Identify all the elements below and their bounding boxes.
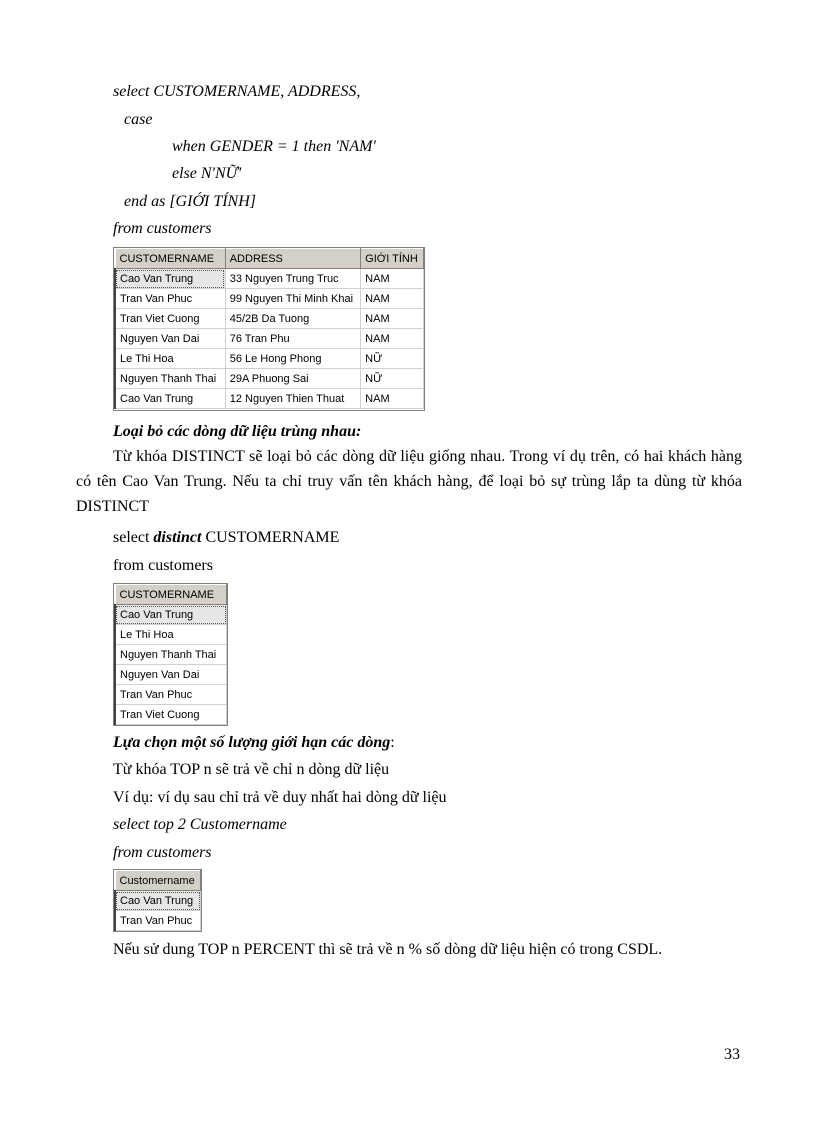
table-row[interactable] (115, 269, 424, 289)
table-cell[interactable]: 12 Nguyen Thien Thuat (225, 389, 360, 409)
sql-line: else N'NỮ' (172, 165, 242, 182)
table-cell[interactable]: NỮ (361, 349, 424, 369)
table-cell[interactable]: Nguyen Thanh Thai (115, 645, 227, 665)
table-cell[interactable]: Tran Van Phuc (115, 685, 227, 705)
column-header[interactable]: CUSTOMERNAME (115, 585, 227, 605)
sql-line: select CUSTOMERNAME, ADDRESS, (113, 83, 361, 100)
table-cell[interactable]: 99 Nguyen Thi Minh Khai (225, 289, 360, 309)
result-table-3 (114, 870, 201, 931)
result-grid-3 (113, 869, 202, 932)
column-header[interactable]: GIỚI TÍNH (361, 249, 424, 269)
table-row[interactable] (115, 289, 424, 309)
section-heading-top (113, 733, 395, 753)
table-cell[interactable]: 76 Tran Phu (225, 329, 360, 349)
table-cell[interactable]: Nguyen Thanh Thai (115, 369, 225, 389)
top-query-line-1: select top 2 Customername (113, 816, 287, 833)
table-row[interactable] (115, 329, 424, 349)
page-number: 33 (724, 1046, 740, 1063)
result-table-2 (114, 584, 227, 725)
table-cell[interactable]: 29A Phuong Sai (225, 369, 360, 389)
table-cell[interactable]: Le Thi Hoa (115, 625, 227, 645)
table-row[interactable] (115, 645, 227, 665)
table-row[interactable] (115, 911, 201, 931)
table-row[interactable] (115, 389, 424, 409)
table-cell[interactable]: 33 Nguyen Trung Truc (225, 269, 360, 289)
column-header[interactable]: Customername (115, 871, 201, 891)
column-header[interactable]: CUSTOMERNAME (115, 249, 225, 269)
table-cell[interactable]: Le Thi Hoa (115, 349, 225, 369)
table-cell[interactable]: Nguyen Van Dai (115, 665, 227, 685)
table-row[interactable] (115, 665, 227, 685)
sql-keyword-distinct: distinct (153, 529, 202, 546)
table-header-row (115, 871, 201, 891)
table-row[interactable] (115, 625, 227, 645)
table-cell[interactable]: Tran Van Phuc (115, 911, 201, 931)
table-row[interactable] (115, 309, 424, 329)
table-row[interactable] (115, 685, 227, 705)
sql-line: from customers (113, 220, 212, 237)
table-cell[interactable]: Nguyen Van Dai (115, 329, 225, 349)
table-header-row (115, 249, 424, 269)
heading-text: Lựa chọn một số lượng giới hạn các dòng (113, 734, 391, 751)
top-line-1: Từ khóa TOP n sẽ trả về chỉ n dòng dữ liệu (113, 761, 390, 778)
table-cell[interactable]: 56 Le Hong Phong (225, 349, 360, 369)
table-row[interactable] (115, 605, 227, 625)
table-cell[interactable]: Cao Van Trung (115, 605, 227, 625)
table-cell[interactable]: Cao Van Trung (115, 389, 225, 409)
table-cell[interactable]: Cao Van Trung (115, 269, 225, 289)
sql-line: end as [GIỚI TÍNH] (124, 193, 256, 210)
result-grid-2 (113, 583, 228, 726)
table-row[interactable] (115, 369, 424, 389)
sql-select: select (113, 529, 154, 546)
column-header[interactable]: ADDRESS (225, 249, 360, 269)
sql-line: when GENDER = 1 then 'NAM' (172, 138, 376, 155)
table-cell[interactable]: Tran Viet Cuong (115, 705, 227, 725)
table-cell[interactable]: Cao Van Trung (115, 891, 201, 911)
top-percent-note: Nếu sử dung TOP n PERCENT thì sẽ trả về n % số dòng dữ liệu hiện có trong CSDL. (113, 941, 663, 958)
table-row[interactable] (115, 891, 201, 911)
table-row[interactable] (115, 349, 424, 369)
top-query-line-2: from customers (113, 844, 212, 861)
table-cell[interactable]: 45/2B Da Tuong (225, 309, 360, 329)
table-cell[interactable]: NAM (361, 389, 424, 409)
table-header-row (115, 585, 227, 605)
distinct-paragraph: Từ khóa DISTINCT sẽ loại bỏ các dòng dữ liệu giống nhau. Trong ví dụ trên, có hai khách hàng có tên Cao Van Trung. Nếu ta chỉ truy vấn tên khách hàng, để loại bỏ sự trùng lắp ta dùng từ khóa DISTINCT (76, 448, 742, 515)
heading-colon: : (390, 734, 395, 751)
table-cell[interactable]: NAM (361, 289, 424, 309)
table-cell[interactable]: Tran Viet Cuong (115, 309, 225, 329)
distinct-query-line (113, 528, 339, 548)
distinct-query-from: from customers (113, 557, 213, 574)
table-cell[interactable]: NỮ (361, 369, 424, 389)
sql-column: CUSTOMERNAME (201, 529, 340, 546)
table-cell[interactable]: NAM (361, 329, 424, 349)
top-line-2: Ví dụ: ví dụ sau chỉ trả về duy nhất hai dòng dữ liệu (113, 789, 447, 806)
result-table-1 (114, 248, 424, 409)
section-heading-distinct: Loại bỏ các dòng dữ liệu trùng nhau: (113, 423, 362, 440)
table-cell[interactable]: NAM (361, 309, 424, 329)
table-cell[interactable]: NAM (361, 269, 424, 289)
table-cell[interactable]: Tran Van Phuc (115, 289, 225, 309)
table-row[interactable] (115, 705, 227, 725)
sql-line: case (124, 111, 153, 128)
result-grid-1 (113, 247, 425, 411)
